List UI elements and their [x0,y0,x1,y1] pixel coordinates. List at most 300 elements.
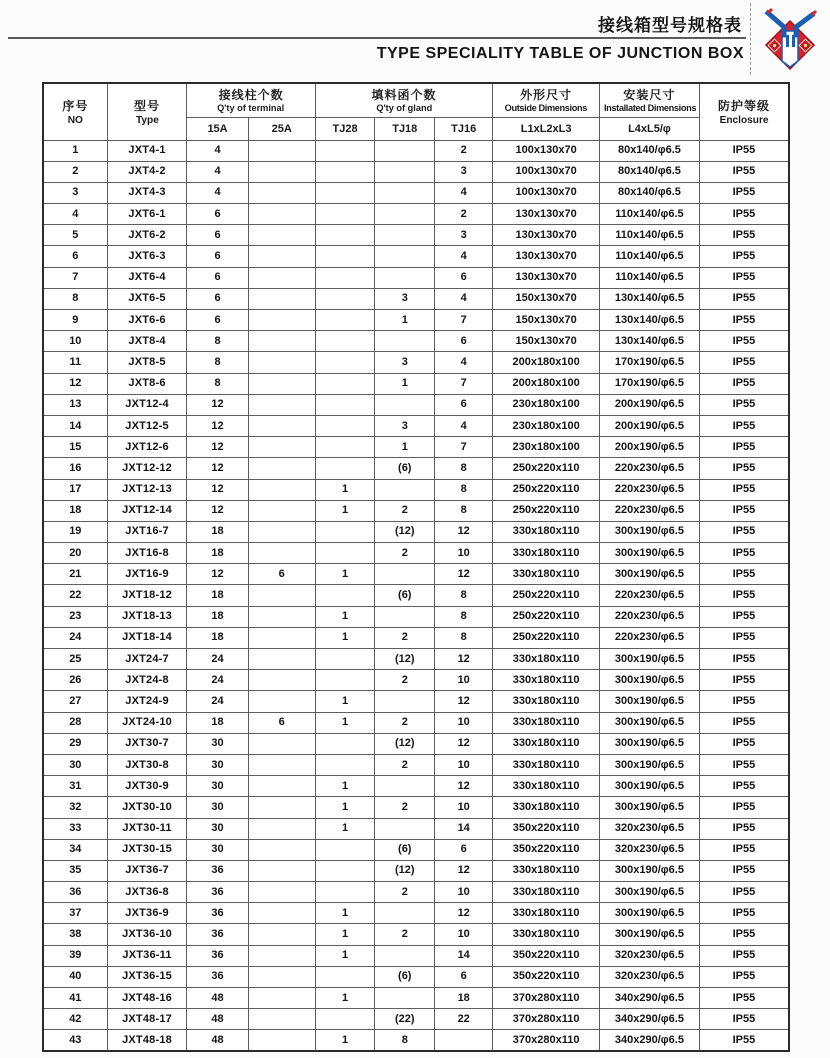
terminal-25a-cell [248,331,315,352]
terminal-25a-cell [248,1030,315,1051]
enclosure-rating-cell: IP55 [699,649,789,670]
table-row [43,670,789,691]
type-cell: JXT16-8 [107,543,187,564]
installation-dimensions-cell: 300x190/φ6.5 [599,776,699,797]
outside-dimensions-cell: 100x130x70 [493,140,600,161]
enclosure-rating-cell: IP55 [699,331,789,352]
gland-tj28-cell: 1 [315,924,375,945]
installation-dimensions-cell: 170x190/φ6.5 [599,373,699,394]
type-cell: JXT30-10 [107,797,187,818]
terminal-25a-cell [248,288,315,309]
header-outside-cn: 外形尺寸 [520,88,573,103]
enclosure-rating-cell: IP55 [699,754,789,775]
gland-tj16-cell: 8 [435,606,493,627]
gland-tj18-cell: 2 [375,882,435,903]
gland-tj18-cell: (6) [375,458,435,479]
row-number-cell: 27 [43,691,107,712]
header-enclosure-en: Enclosure [719,114,769,126]
gland-tj18-cell [375,776,435,797]
gland-tj16-cell: 10 [435,754,493,775]
terminal-15a-cell: 24 [187,691,248,712]
terminal-15a-cell: 30 [187,754,248,775]
gland-tj28-cell [315,966,375,987]
terminal-15a-cell: 12 [187,394,248,415]
outside-dimensions-cell: 330x180x110 [493,564,600,585]
header-type-en: Type [135,114,159,126]
outside-dimensions-cell: 130x130x70 [493,204,600,225]
outside-dimensions-cell: 250x220x110 [493,585,600,606]
header-sub-15a: 15A [187,117,248,140]
type-cell: JXT24-10 [107,712,187,733]
outside-dimensions-cell: 100x130x70 [493,161,600,182]
gland-tj28-cell: 1 [315,564,375,585]
row-number-cell: 12 [43,373,107,394]
enclosure-rating-cell: IP55 [699,988,789,1009]
installation-dimensions-cell: 220x230/φ6.5 [599,585,699,606]
outside-dimensions-cell: 350x220x110 [493,966,600,987]
installation-dimensions-cell: 300x190/φ6.5 [599,882,699,903]
gland-tj28-cell [315,288,375,309]
gland-tj18-cell [375,564,435,585]
gland-tj16-cell: 4 [435,352,493,373]
row-number-cell: 11 [43,352,107,373]
installation-dimensions-cell: 300x190/φ6.5 [599,733,699,754]
installation-dimensions-cell: 300x190/φ6.5 [599,754,699,775]
gland-tj28-cell [315,860,375,881]
spec-table-container [42,82,790,1052]
table-row [43,924,789,945]
gland-tj18-cell [375,140,435,161]
installation-dimensions-cell: 300x190/φ6.5 [599,670,699,691]
terminal-25a-cell [248,225,315,246]
terminal-25a-cell [248,627,315,648]
gland-tj18-cell: 3 [375,352,435,373]
gland-tj18-cell: 8 [375,1030,435,1051]
type-cell: JXT48-16 [107,988,187,1009]
terminal-15a-cell: 18 [187,606,248,627]
installation-dimensions-cell: 340x290/φ6.5 [599,1030,699,1051]
gland-tj28-cell: 1 [315,776,375,797]
enclosure-rating-cell: IP55 [699,839,789,860]
row-number-cell: 18 [43,500,107,521]
gland-tj28-cell [315,1009,375,1030]
outside-dimensions-cell: 370x280x110 [493,988,600,1009]
gland-tj16-cell: 7 [435,373,493,394]
installation-dimensions-cell: 130x140/φ6.5 [599,331,699,352]
gland-tj28-cell: 1 [315,627,375,648]
terminal-15a-cell: 18 [187,585,248,606]
outside-dimensions-cell: 350x220x110 [493,945,600,966]
terminal-25a-cell [248,966,315,987]
row-number-cell: 3 [43,182,107,203]
page-title-english: TYPE SPECIALITY TABLE OF JUNCTION BOX [376,45,744,62]
gland-tj16-cell: 6 [435,267,493,288]
outside-dimensions-cell: 330x180x110 [493,733,600,754]
type-cell: JXT6-4 [107,267,187,288]
terminal-25a-cell [248,924,315,945]
enclosure-rating-cell: IP55 [699,712,789,733]
terminal-15a-cell: 6 [187,204,248,225]
terminal-25a-cell [248,352,315,373]
terminal-25a-cell [248,818,315,839]
gland-tj28-cell [315,458,375,479]
outside-dimensions-cell: 250x220x110 [493,606,600,627]
terminal-15a-cell: 6 [187,246,248,267]
installation-dimensions-cell: 220x230/φ6.5 [599,479,699,500]
outside-dimensions-cell: 330x180x110 [493,924,600,945]
gland-tj16-cell: 2 [435,204,493,225]
header-type-cn: 型号 [134,99,161,114]
gland-tj28-cell: 1 [315,903,375,924]
type-cell: JXT36-11 [107,945,187,966]
gland-tj16-cell: 4 [435,246,493,267]
gland-tj16-cell: 8 [435,458,493,479]
gland-tj18-cell: 2 [375,543,435,564]
installation-dimensions-cell: 130x140/φ6.5 [599,310,699,331]
terminal-25a-cell [248,543,315,564]
table-row [43,733,789,754]
table-row [43,500,789,521]
enclosure-rating-cell: IP55 [699,860,789,881]
installation-dimensions-cell: 200x190/φ6.5 [599,394,699,415]
row-number-cell: 38 [43,924,107,945]
table-row [43,882,789,903]
terminal-15a-cell: 24 [187,670,248,691]
installation-dimensions-cell: 320x230/φ6.5 [599,818,699,839]
type-cell: JXT12-14 [107,500,187,521]
type-cell: JXT48-17 [107,1009,187,1030]
type-cell: JXT18-12 [107,585,187,606]
installation-dimensions-cell: 340x290/φ6.5 [599,988,699,1009]
gland-tj28-cell: 1 [315,606,375,627]
header-sub-outside-formula: L1xL2xL3 [493,117,600,140]
header-gland-cn: 填料函个数 [371,88,437,103]
terminal-25a-cell [248,670,315,691]
gland-tj18-cell [375,225,435,246]
terminal-25a-cell: 6 [248,712,315,733]
gland-tj18-cell [375,903,435,924]
outside-dimensions-cell: 250x220x110 [493,458,600,479]
gland-tj16-cell: 22 [435,1009,493,1030]
table-row [43,797,789,818]
installation-dimensions-cell: 320x230/φ6.5 [599,966,699,987]
gland-tj16-cell: 8 [435,500,493,521]
type-cell: JXT16-9 [107,564,187,585]
table-row [43,564,789,585]
outside-dimensions-cell: 250x220x110 [493,627,600,648]
installation-dimensions-cell: 220x230/φ6.5 [599,500,699,521]
type-cell: JXT6-3 [107,246,187,267]
header-enclosure [699,83,789,140]
gland-tj16-cell: 2 [435,140,493,161]
terminal-15a-cell: 12 [187,458,248,479]
row-number-cell: 5 [43,225,107,246]
terminal-25a-cell [248,733,315,754]
enclosure-rating-cell: IP55 [699,564,789,585]
outside-dimensions-cell: 330x180x110 [493,649,600,670]
enclosure-rating-cell: IP55 [699,1009,789,1030]
row-number-cell: 15 [43,437,107,458]
terminal-25a-cell: 6 [248,564,315,585]
enclosure-rating-cell: IP55 [699,543,789,564]
terminal-15a-cell: 36 [187,966,248,987]
outside-dimensions-cell: 330x180x110 [493,797,600,818]
gland-tj16-cell: 4 [435,182,493,203]
outside-dimensions-cell: 100x130x70 [493,182,600,203]
enclosure-rating-cell: IP55 [699,797,789,818]
terminal-25a-cell [248,945,315,966]
outside-dimensions-cell: 370x280x110 [493,1030,600,1051]
installation-dimensions-cell: 300x190/φ6.5 [599,860,699,881]
header-terminal-en: Q'ty of terminal [217,103,285,114]
gland-tj18-cell [375,267,435,288]
gland-tj28-cell [315,310,375,331]
gland-tj16-cell: 7 [435,310,493,331]
row-number-cell: 13 [43,394,107,415]
terminal-15a-cell: 30 [187,797,248,818]
gland-tj16-cell: 8 [435,479,493,500]
header-outside-en: Outside Dimensions [504,103,588,114]
gland-tj28-cell [315,839,375,860]
gland-tj28-cell [315,670,375,691]
gland-tj28-cell: 1 [315,988,375,1009]
installation-dimensions-cell: 300x190/φ6.5 [599,543,699,564]
table-row [43,945,789,966]
gland-tj18-cell [375,331,435,352]
enclosure-rating-cell: IP55 [699,182,789,203]
terminal-15a-cell: 4 [187,140,248,161]
gland-tj18-cell: (12) [375,521,435,542]
terminal-25a-cell [248,521,315,542]
enclosure-rating-cell: IP55 [699,818,789,839]
gland-tj28-cell: 1 [315,945,375,966]
header-install-en: Installated Dimensions [603,103,697,114]
type-cell: JXT30-8 [107,754,187,775]
gland-tj18-cell: (6) [375,585,435,606]
type-cell: JXT30-9 [107,776,187,797]
type-cell: JXT30-11 [107,818,187,839]
table-row [43,606,789,627]
header-installation-dimensions [599,83,699,117]
table-row [43,860,789,881]
table-row [43,585,789,606]
installation-dimensions-cell: 110x140/φ6.5 [599,267,699,288]
row-number-cell: 17 [43,479,107,500]
gland-tj16-cell: 14 [435,945,493,966]
installation-dimensions-cell: 300x190/φ6.5 [599,797,699,818]
outside-dimensions-cell: 130x130x70 [493,225,600,246]
terminal-25a-cell [248,585,315,606]
terminal-15a-cell: 12 [187,479,248,500]
outside-dimensions-cell: 330x180x110 [493,754,600,775]
gland-tj18-cell: (12) [375,733,435,754]
header-outside-dimensions [493,83,600,117]
outside-dimensions-cell: 370x280x110 [493,1009,600,1030]
row-number-cell: 16 [43,458,107,479]
table-row [43,267,789,288]
table-row [43,818,789,839]
installation-dimensions-cell: 80x140/φ6.5 [599,140,699,161]
installation-dimensions-cell: 220x230/φ6.5 [599,458,699,479]
page-masthead [0,0,830,80]
row-number-cell: 25 [43,649,107,670]
gland-tj18-cell [375,246,435,267]
table-row [43,1030,789,1051]
terminal-25a-cell [248,204,315,225]
gland-tj28-cell [315,415,375,436]
installation-dimensions-cell: 170x190/φ6.5 [599,352,699,373]
gland-tj18-cell: (12) [375,860,435,881]
gland-tj28-cell: 1 [315,818,375,839]
enclosure-rating-cell: IP55 [699,479,789,500]
gland-tj16-cell: 12 [435,691,493,712]
enclosure-rating-cell: IP55 [699,882,789,903]
installation-dimensions-cell: 300x190/φ6.5 [599,521,699,542]
gland-tj16-cell: 6 [435,839,493,860]
header-enclosure-cn: 防护等级 [717,99,770,114]
gland-tj18-cell: 2 [375,500,435,521]
table-row [43,691,789,712]
gland-tj16-cell: 10 [435,712,493,733]
terminal-15a-cell: 48 [187,1009,248,1030]
table-row [43,521,789,542]
gland-tj28-cell: 1 [315,712,375,733]
gland-tj16-cell: 8 [435,627,493,648]
outside-dimensions-cell: 330x180x110 [493,903,600,924]
gland-tj28-cell [315,140,375,161]
row-number-cell: 4 [43,204,107,225]
outside-dimensions-cell: 230x180x100 [493,415,600,436]
header-gland-en: Q'ty of gland [376,103,432,114]
gland-tj16-cell: 6 [435,331,493,352]
gland-tj16-cell: 6 [435,966,493,987]
terminal-25a-cell [248,882,315,903]
row-number-cell: 19 [43,521,107,542]
enclosure-rating-cell: IP55 [699,140,789,161]
terminal-25a-cell [248,500,315,521]
terminal-25a-cell [248,437,315,458]
enclosure-rating-cell: IP55 [699,776,789,797]
type-cell: JXT4-2 [107,161,187,182]
terminal-25a-cell [248,267,315,288]
gland-tj28-cell [315,437,375,458]
gland-tj18-cell: 2 [375,797,435,818]
gland-tj18-cell: 3 [375,288,435,309]
gland-tj18-cell [375,161,435,182]
enclosure-rating-cell: IP55 [699,670,789,691]
header-sub-tj16: TJ16 [435,117,493,140]
installation-dimensions-cell: 300x190/φ6.5 [599,564,699,585]
terminal-25a-cell [248,161,315,182]
gland-tj28-cell [315,225,375,246]
terminal-25a-cell [248,458,315,479]
header-no [43,83,107,140]
terminal-15a-cell: 12 [187,437,248,458]
installation-dimensions-cell: 110x140/φ6.5 [599,246,699,267]
type-cell: JXT30-15 [107,839,187,860]
gland-tj28-cell [315,182,375,203]
gland-tj18-cell: 1 [375,373,435,394]
type-cell: JXT36-8 [107,882,187,903]
terminal-25a-cell [248,373,315,394]
terminal-15a-cell: 36 [187,882,248,903]
type-cell: JXT24-7 [107,649,187,670]
row-number-cell: 24 [43,627,107,648]
gland-tj18-cell: (6) [375,966,435,987]
enclosure-rating-cell: IP55 [699,225,789,246]
installation-dimensions-cell: 300x190/φ6.5 [599,924,699,945]
terminal-15a-cell: 30 [187,839,248,860]
table-body [43,140,789,1051]
row-number-cell: 22 [43,585,107,606]
table-row [43,161,789,182]
gland-tj18-cell [375,988,435,1009]
gland-tj28-cell [315,394,375,415]
terminal-25a-cell [248,754,315,775]
enclosure-rating-cell: IP55 [699,627,789,648]
gland-tj18-cell: 2 [375,754,435,775]
row-number-cell: 41 [43,988,107,1009]
type-cell: JXT4-1 [107,140,187,161]
installation-dimensions-cell: 200x190/φ6.5 [599,437,699,458]
table-row [43,310,789,331]
row-number-cell: 28 [43,712,107,733]
header-sub-tj18: TJ18 [375,117,435,140]
header-sub-install-formula: L4xL5/φ [599,117,699,140]
enclosure-rating-cell: IP55 [699,458,789,479]
gland-tj16-cell: 7 [435,437,493,458]
installation-dimensions-cell: 130x140/φ6.5 [599,288,699,309]
gland-tj18-cell [375,606,435,627]
terminal-15a-cell: 6 [187,267,248,288]
outside-dimensions-cell: 350x220x110 [493,839,600,860]
terminal-15a-cell: 36 [187,903,248,924]
table-row [43,903,789,924]
row-number-cell: 6 [43,246,107,267]
gland-tj16-cell: 10 [435,543,493,564]
row-number-cell: 10 [43,331,107,352]
table-row [43,966,789,987]
outside-dimensions-cell: 330x180x110 [493,691,600,712]
gland-tj28-cell [315,161,375,182]
enclosure-rating-cell: IP55 [699,500,789,521]
installation-dimensions-cell: 320x230/φ6.5 [599,839,699,860]
table-row [43,204,789,225]
row-number-cell: 21 [43,564,107,585]
installation-dimensions-cell: 200x190/φ6.5 [599,415,699,436]
gland-tj28-cell [315,649,375,670]
terminal-15a-cell: 18 [187,627,248,648]
gland-tj16-cell: 14 [435,818,493,839]
terminal-25a-cell [248,479,315,500]
terminal-15a-cell: 36 [187,945,248,966]
terminal-15a-cell: 18 [187,712,248,733]
terminal-25a-cell [248,140,315,161]
enclosure-rating-cell: IP55 [699,246,789,267]
terminal-15a-cell: 18 [187,543,248,564]
installation-dimensions-cell: 110x140/φ6.5 [599,204,699,225]
gland-tj16-cell: 12 [435,564,493,585]
type-cell: JXT18-14 [107,627,187,648]
type-cell: JXT12-4 [107,394,187,415]
gland-tj16-cell: 12 [435,649,493,670]
enclosure-rating-cell: IP55 [699,288,789,309]
type-cell: JXT36-7 [107,860,187,881]
enclosure-rating-cell: IP55 [699,437,789,458]
outside-dimensions-cell: 330x180x110 [493,521,600,542]
outside-dimensions-cell: 150x130x70 [493,331,600,352]
terminal-25a-cell [248,988,315,1009]
